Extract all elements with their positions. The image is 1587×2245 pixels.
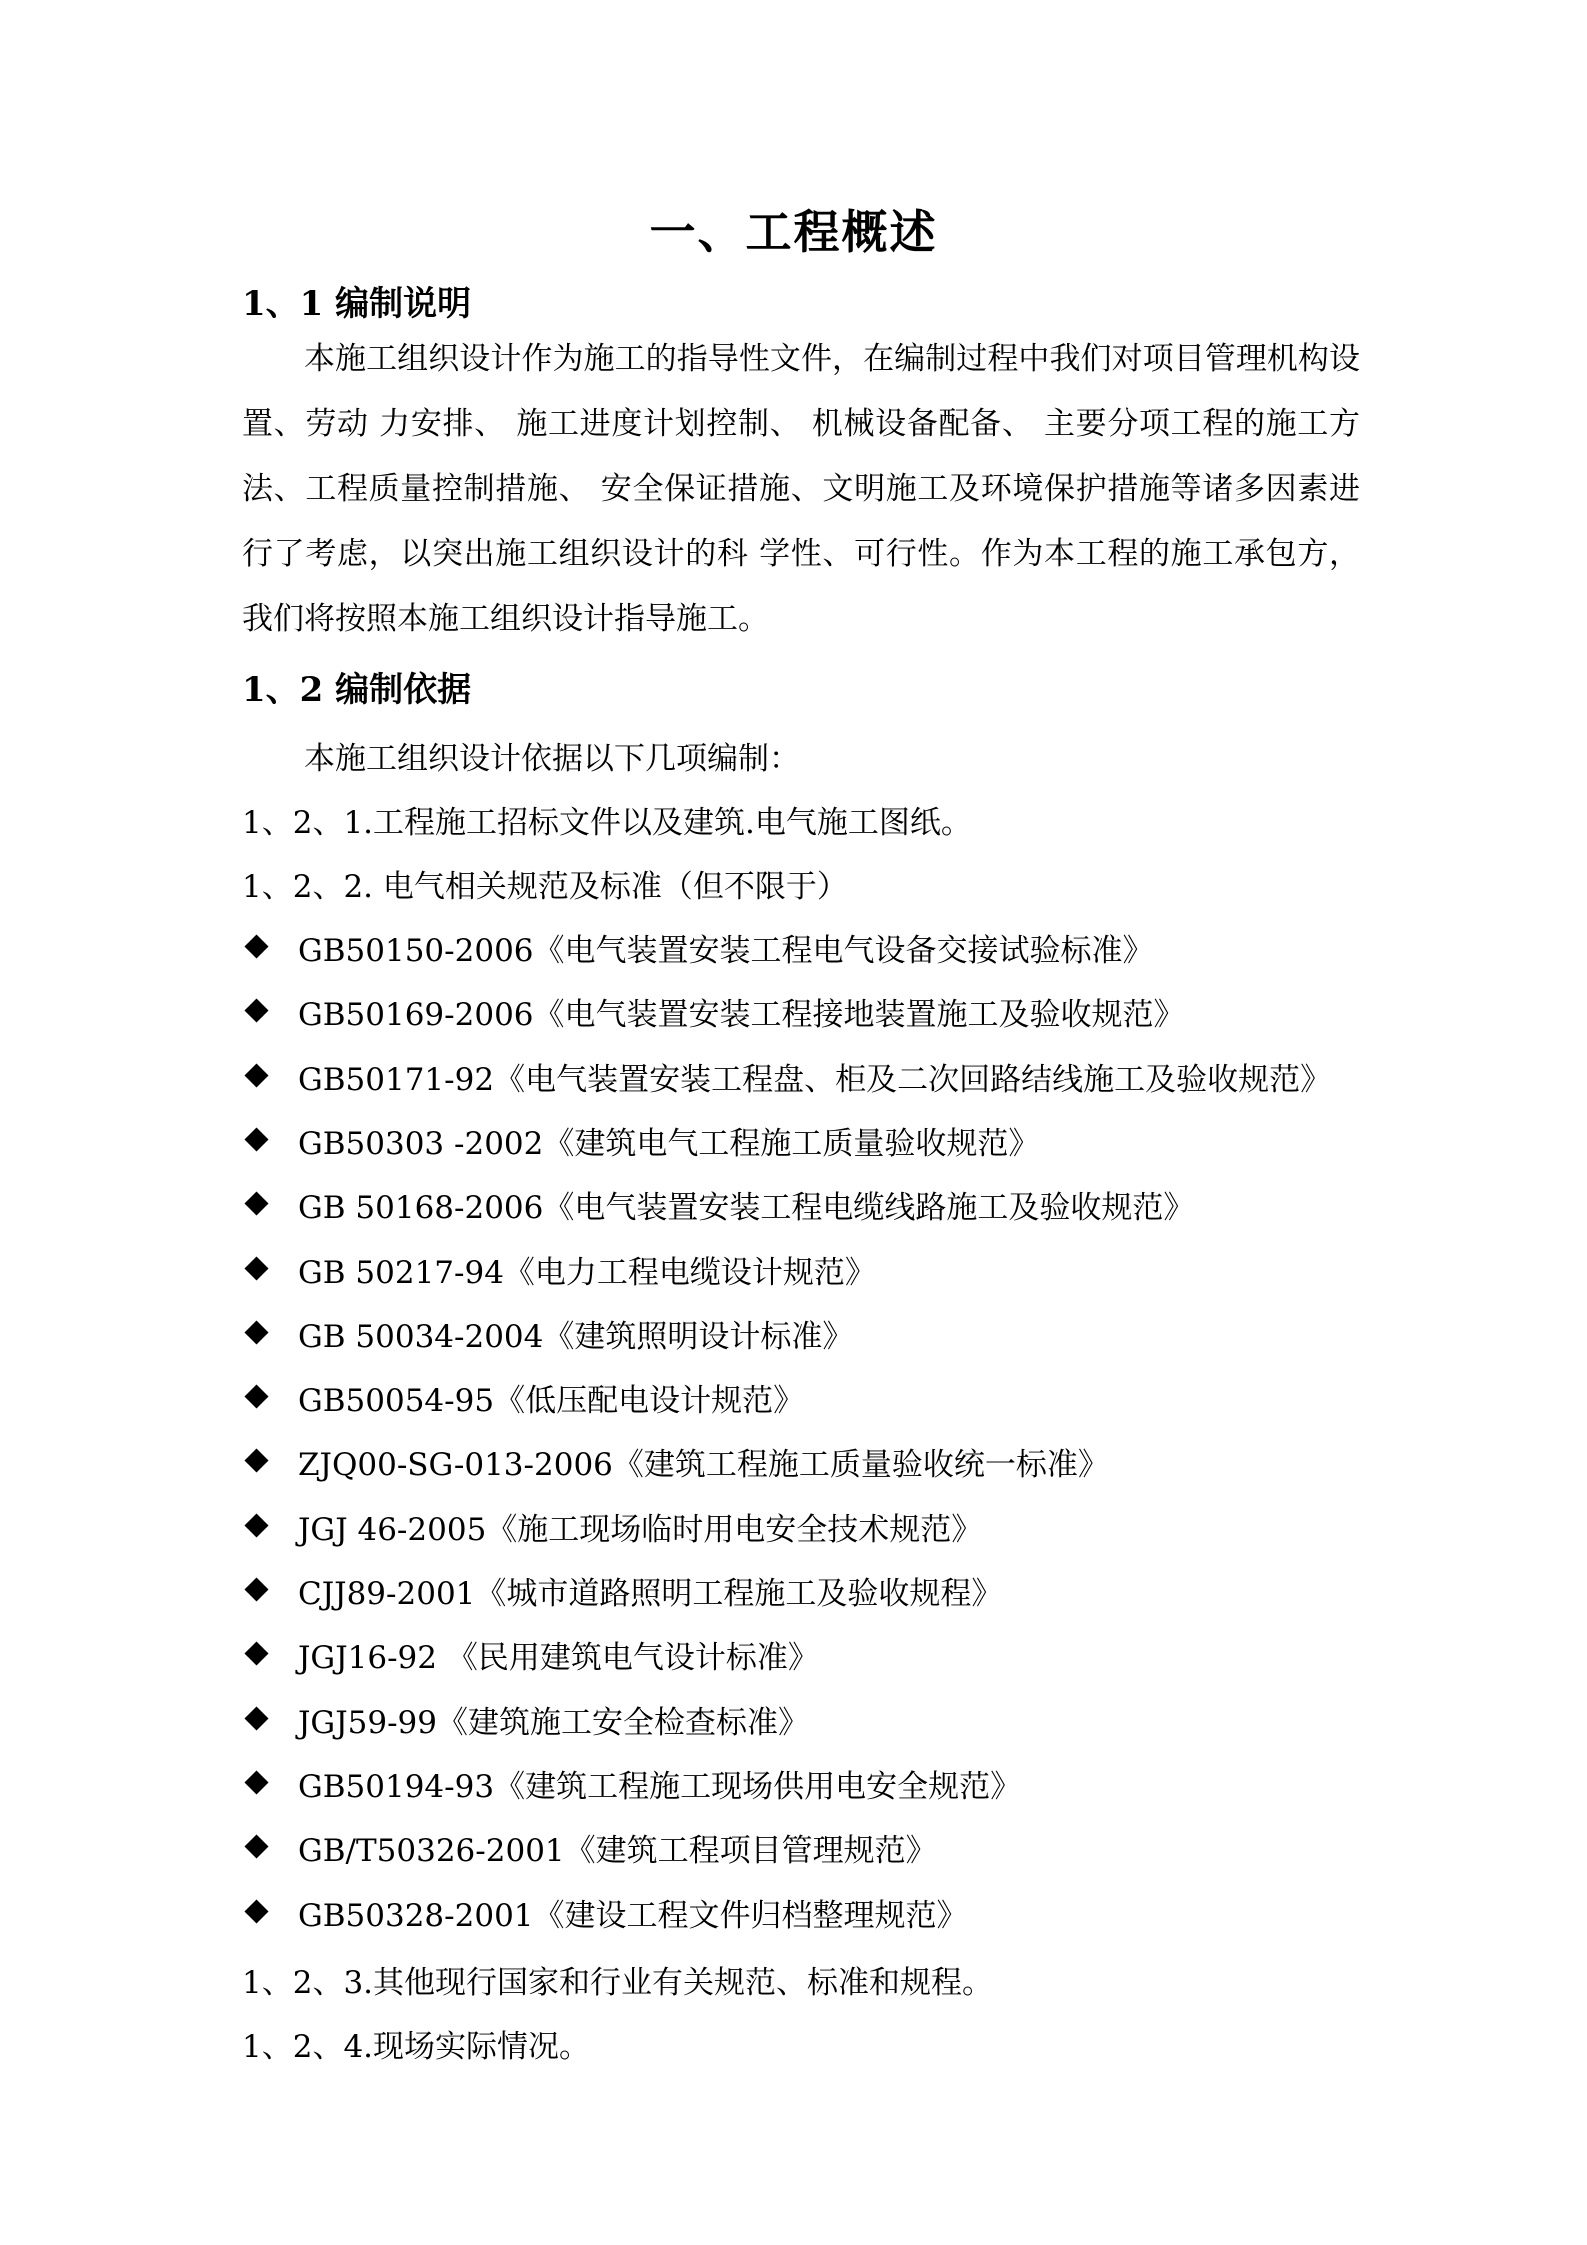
basis-item-3: 1、2、3.其他现行国家和行业有关规范、标准和规程。 — [242, 1965, 994, 2001]
basis-item-1: 1、2、1.工程施工招标文件以及建筑.电气施工图纸。 — [242, 805, 972, 841]
standard-text: GB50328-2001《建设工程文件归档整理规范》 — [298, 1897, 968, 1934]
diamond-bullet-icon — [244, 1256, 268, 1280]
section-1-2-intro: 本施工组织设计依据以下几项编制： — [304, 741, 800, 777]
diamond-bullet-icon — [244, 1642, 268, 1666]
standard-text: JGJ59-99《建筑施工安全检查标准》 — [298, 1704, 809, 1741]
standard-text: JGJ 46-2005《施工现场临时用电安全技术规范》 — [298, 1511, 983, 1548]
section-heading-1-1: 1、1 编制说明 — [242, 284, 472, 324]
standard-text: GB50150-2006《电气装置安装工程电气设备交接试验标准》 — [298, 933, 1154, 969]
diamond-bullet-icon — [244, 999, 268, 1023]
diamond-bullet-icon — [244, 1127, 268, 1151]
standard-text: ZJQ00-SG-013-2006《建筑工程施工质量验收统一标准》 — [298, 1447, 1109, 1484]
diamond-bullet-icon — [244, 1513, 268, 1537]
diamond-bullet-icon — [244, 1320, 268, 1344]
basis-item-4: 1、2、4.现场实际情况。 — [242, 2029, 591, 2065]
standard-text: GB50303 -2002《建筑电气工程施工质量验收规范》 — [298, 1125, 1040, 1162]
standard-text: GB 50034-2004《建筑照明设计标准》 — [298, 1318, 854, 1355]
standard-text: CJJ89-2001《城市道路照明工程施工及验收规程》 — [298, 1576, 1003, 1612]
standard-text: GB50194-93《建筑工程施工现场供用电安全规范》 — [298, 1768, 1022, 1805]
standard-text: GB50169-2006《电气装置安装工程接地装置施工及验收规范》 — [298, 997, 1185, 1034]
section-1-1-paragraph: 本施工组织设计作为施工的指导性文件，在编制过程中我们对项目管理机构设置、劳动 力安排、 施工进度计划控制、 机械设备配备、 主要分项工程的施工方法、工程质量控制措施、 安全保证措施、文明施工及环境保护措施等诸多因素进行了考虑，以突出施工组织设计的科 学性、可行性。作为本工程的施工承包方，我们将按照本施工组织设计指导施工。 — [242, 341, 1360, 637]
basis-item-2: 1、2、2. 电气相关规范及标准（但不限于） — [242, 869, 848, 905]
diamond-bullet-icon — [244, 1385, 268, 1409]
diamond-bullet-icon — [244, 1706, 268, 1730]
standard-text: GB50171-92《电气装置安装工程盘、柜及二次回路结线施工及验收规范》 — [298, 1061, 1332, 1098]
diamond-bullet-icon — [244, 1192, 268, 1216]
standard-text: GB/T50326-2001《建筑工程项目管理规范》 — [298, 1833, 937, 1870]
standard-text: GB 50168-2006《电气装置安装工程电缆线路施工及验收规范》 — [298, 1190, 1195, 1227]
diamond-bullet-icon — [244, 1449, 268, 1473]
diamond-bullet-icon — [244, 934, 268, 958]
standard-text: GB50054-95《低压配电设计规范》 — [298, 1383, 805, 1420]
section-heading-1-2: 1、2 编制依据 — [242, 670, 472, 710]
page-title: 一、工程概述 — [649, 205, 938, 259]
diamond-bullet-icon — [244, 1835, 268, 1859]
standard-text: GB 50217-94《电力工程电缆设计规范》 — [298, 1254, 876, 1291]
diamond-bullet-icon — [244, 1899, 268, 1923]
diamond-bullet-icon — [244, 1770, 268, 1794]
diamond-bullet-icon — [244, 1063, 268, 1087]
standard-text: JGJ16-92 《民用建筑电气设计标准》 — [298, 1640, 819, 1677]
diamond-bullet-icon — [244, 1577, 268, 1601]
